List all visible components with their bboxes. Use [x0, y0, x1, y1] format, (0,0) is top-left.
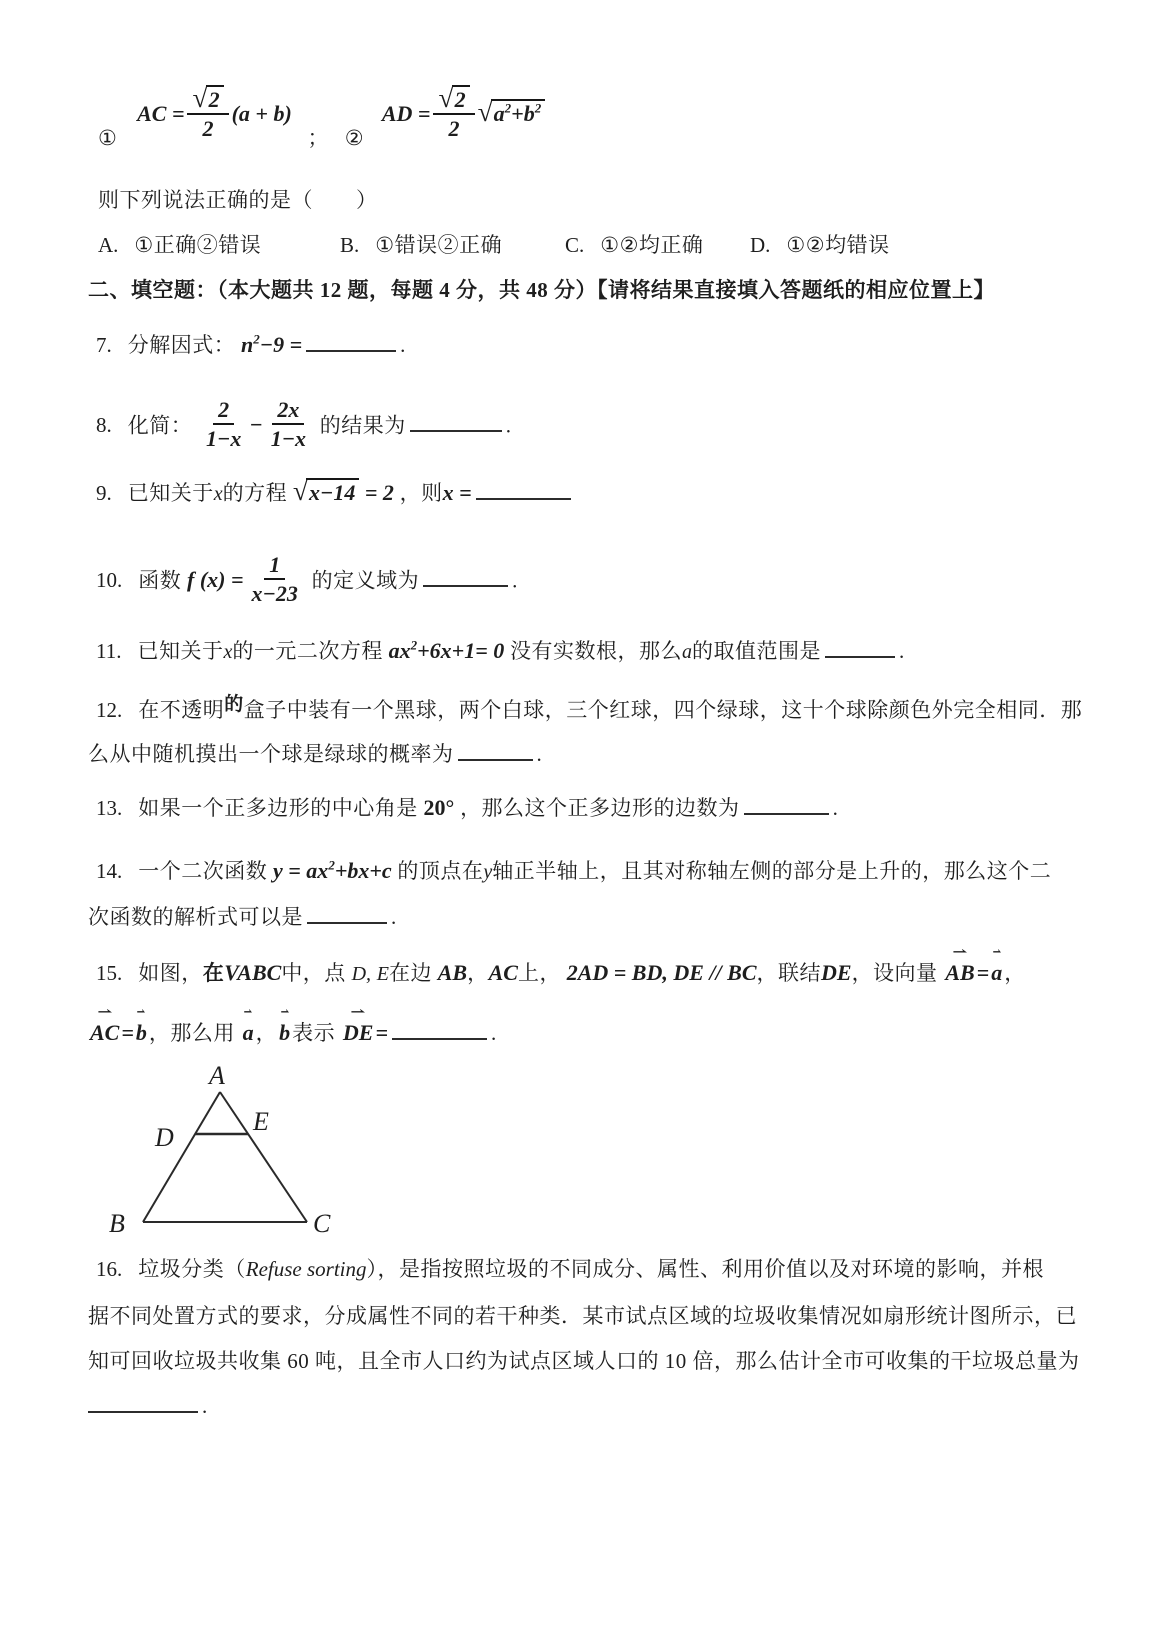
q6-option-a	[98, 231, 261, 259]
q15-vector-de: ⇀ DE	[342, 1004, 374, 1045]
q9-text-2: 的方程	[222, 481, 288, 505]
vector-arrow-icon: ⇀	[97, 1004, 113, 1019]
q15-comma-1: ，	[467, 961, 489, 985]
q6-formula-2: AD = √ 2 2 √ $a^2+b^2$	[382, 101, 545, 126]
q15-relation: 2AD = BD, DE // BC	[566, 960, 757, 985]
q15-comma-3: ，	[255, 1021, 278, 1045]
vector-arrow-icon: ⇀	[992, 944, 1002, 959]
q6-stem: 则下列说法正确的是（ ）	[98, 188, 378, 212]
q15-vector-a: ⇀ a	[991, 944, 1003, 985]
q7-answer-blank	[306, 331, 396, 352]
q12-text-1: 在不透明	[138, 698, 225, 722]
q15-vector-a-2: ⇀ a	[242, 1004, 254, 1045]
q9-number: 9.	[96, 481, 112, 505]
question-11	[96, 636, 905, 666]
q16-english-term: Refuse sorting	[245, 1257, 367, 1281]
question-16-line-2: 据不同处置方式的要求，分成属性不同的若干种类．某市试点区域的垃圾收集情况如扇形统计图所示，已	[88, 1304, 1077, 1328]
triangle-side-ab	[143, 1092, 220, 1222]
q6-semicolon: ；	[307, 126, 330, 151]
q11-period: .	[898, 639, 905, 663]
vector-arrow-icon: ⇀	[952, 944, 968, 959]
q9-answer-blank	[476, 479, 571, 500]
q8-fraction-2: $\frac{2x}{1-x}$	[270, 397, 307, 452]
q10-answer-blank	[423, 566, 508, 587]
q9-math: √ x−14 = 2	[292, 475, 394, 506]
q6-option-a-label: A.	[98, 233, 119, 257]
q15-text-4: 上，	[517, 961, 561, 985]
vector-arrow-icon: ⇀	[280, 1004, 290, 1019]
q10-number: 10.	[96, 568, 123, 593]
q8-fraction-1: $\frac{2}{1-x}$	[206, 397, 242, 452]
q13-answer-blank	[744, 794, 829, 815]
q13-period: .	[832, 796, 839, 820]
q15-in-char: 在	[202, 961, 225, 985]
q14-number: 14.	[96, 859, 123, 883]
q6-formulas-row	[98, 82, 545, 151]
q7-prefix: 分解因式：	[127, 333, 236, 357]
vector-arrow-icon: ⇀	[243, 1004, 253, 1019]
q11-text-3: 没有实数根，那么	[509, 639, 682, 663]
q13-angle-value: 20°	[423, 795, 455, 820]
q10-prefix: 函数	[138, 568, 182, 593]
q6-option-c	[565, 231, 703, 259]
q16-period: .	[202, 1394, 208, 1418]
q8-suffix: 的结果为	[319, 413, 406, 438]
q10-math: f (x) = $\frac{1}{x-23}$	[187, 567, 306, 592]
q13-text-2: ，那么这个正多边形的边数为	[460, 796, 740, 820]
q15-text-8: 表示	[292, 1021, 336, 1045]
question-14-line-1	[96, 856, 1051, 886]
q15-point-d: D,	[351, 963, 372, 985]
question-12-line-2	[88, 740, 542, 768]
q16-text-2: ），是指按照垃圾的不同成分、属性、利用价值以及对环境的影响，并根	[366, 1257, 1044, 1281]
vertex-label-a: A	[209, 1061, 225, 1090]
q15-point-e: E	[376, 963, 389, 985]
q10-fraction: $\frac{1}{x-23}$	[251, 552, 298, 607]
question-9	[96, 475, 575, 508]
q15-number: 15.	[96, 961, 123, 985]
q14-period: .	[391, 905, 397, 929]
q6-option-b-label: B.	[340, 233, 360, 257]
q15-text-3: 在边	[388, 961, 432, 985]
q6-option-b	[340, 231, 502, 259]
vertex-label-c: C	[313, 1209, 331, 1238]
q8-prefix: 化简：	[127, 413, 193, 438]
q6-item2-circled-number: ②	[344, 126, 365, 151]
q10-suffix: 的定义域为	[311, 568, 420, 593]
q14-text-2: 的顶点在	[397, 859, 484, 883]
q10-period: .	[512, 568, 518, 593]
question-15-line-2	[88, 1004, 497, 1048]
q7-number: 7.	[96, 333, 112, 357]
q12-text-3: 么从中随机摸出一个球是绿球的概率为	[88, 742, 454, 766]
q15-vector-ab: ⇀ AB	[945, 944, 975, 985]
q14-text-3: 轴正半轴上，且其对称轴左侧的部分是上升的，那么这个二	[492, 859, 1052, 883]
q14-var-y: y	[483, 861, 493, 883]
q16-text-1: 垃圾分类（	[138, 1257, 246, 1281]
question-7	[96, 330, 406, 360]
question-8	[96, 397, 512, 455]
q16-number: 16.	[96, 1257, 123, 1281]
q16-answer-blank	[88, 1392, 198, 1413]
q13-number: 13.	[96, 796, 123, 820]
q6-option-c-text: ①②均正确	[600, 233, 704, 257]
q15-seg-ab: AB	[437, 960, 468, 985]
q11-var-x: x	[223, 641, 233, 663]
q6-item1-circled-number: ①	[98, 126, 118, 151]
q9-text-3: ，则	[399, 481, 443, 505]
vector-arrow-icon: ⇀	[350, 1004, 366, 1019]
question-16-line-4	[88, 1392, 208, 1420]
q12-number: 12.	[96, 698, 123, 722]
q11-number: 11.	[96, 639, 122, 663]
q13-text-1: 如果一个正多边形的中心角是	[138, 796, 418, 820]
q6-f2-radical: √ $a^2+b^2$	[478, 99, 546, 126]
q15-text-6: ，设向量	[851, 961, 938, 985]
q11-text-4: 的取值范围是	[691, 639, 821, 663]
q15-text-1: 如图，	[138, 961, 203, 985]
q15-vector-b: ⇀ b	[135, 1004, 147, 1045]
question-15-line-1	[96, 944, 1026, 988]
q14-text-1: 一个二次函数	[138, 859, 268, 883]
q11-text-2: 的一元二次方程	[232, 639, 383, 663]
q11-answer-blank	[825, 637, 895, 658]
q15-text-7: ，那么用	[148, 1021, 235, 1045]
q6-option-d	[750, 231, 890, 259]
q15-period: .	[491, 1021, 497, 1045]
q15-eq-3: =	[375, 1020, 389, 1045]
q11-text-1: 已知关于	[137, 639, 224, 663]
q15-seg-de: DE	[821, 960, 852, 985]
question-13	[96, 793, 838, 823]
q15-vector-b-2: ⇀ b	[279, 1004, 291, 1045]
q7-math: $n^2-9$ =	[241, 331, 303, 357]
section-2-header: 二、填空题：（本大题共 12 题，每题 4 分，共 48 分）【请将结果直接填入答题纸的相应位置上】	[88, 278, 995, 302]
q15-vector-ac: ⇀ AC	[90, 1004, 120, 1045]
question-14-line-2	[88, 903, 397, 931]
q8-math: $\frac{2}{1-x}$ − $\frac{2x}{1-x}$	[198, 412, 314, 437]
q11-math: $ax^2+6x+1= 0$	[388, 637, 505, 663]
q9-radical: √ x−14	[293, 478, 359, 505]
vertex-label-b: B	[109, 1209, 125, 1238]
q15-text-5: ，联结	[756, 961, 821, 985]
q14-text-4: 次函数的解析式可以是	[88, 905, 303, 929]
q6-f1-fraction: √ 2 2	[187, 85, 228, 142]
q11-var-a: a	[681, 641, 692, 663]
q6-f2-sqrt2: √ 2	[438, 85, 469, 112]
q6-f2-fraction: √ 2 2	[433, 85, 474, 142]
q12-answer-blank	[458, 740, 533, 761]
question-16-line-1	[96, 1255, 1044, 1283]
triangle-figure	[95, 1052, 355, 1247]
q8-answer-blank	[410, 411, 502, 432]
q15-answer-blank	[392, 1019, 487, 1040]
q6-option-d-text: ①②均错误	[786, 233, 890, 257]
q15-triangle-name: VABC	[224, 960, 282, 985]
q15-text-2: 中，点	[281, 961, 346, 985]
q15-eq-2: =	[121, 1020, 134, 1045]
q14-math: $y = ax^2+bx+c$	[273, 857, 392, 883]
q15-seg-ac: AC	[488, 960, 518, 985]
q12-period: .	[536, 742, 543, 766]
q8-period: .	[505, 413, 512, 438]
q9-text-1: 已知关于	[127, 481, 214, 505]
q15-eq-1: =	[976, 960, 990, 985]
q6-f1-sqrt2: √ 2	[192, 85, 223, 112]
question-16-line-3: 知可回收垃圾共收集 60 吨，且全市人口约为试点区域人口的 10 倍，那么估计全市可收集的干垃圾总量为	[88, 1349, 1080, 1373]
vertex-label-e: E	[253, 1107, 269, 1136]
q8-number: 8.	[96, 413, 112, 438]
question-10	[96, 552, 518, 610]
vector-arrow-icon: ⇀	[137, 1004, 146, 1019]
vertex-label-d: D	[155, 1123, 174, 1152]
q6-formula-1: AC = √ 2 2 (a + b)	[137, 82, 292, 142]
question-12-line-1	[96, 696, 1082, 725]
q6-option-a-text: ①正确②错误	[134, 233, 262, 257]
q6-option-b-text: ①错误②正确	[375, 233, 503, 257]
q9-tail-math: x =	[442, 480, 472, 505]
q12-raised-char: 的	[224, 694, 244, 715]
q14-answer-blank	[307, 903, 387, 924]
q9-var-x: x	[213, 483, 223, 505]
q12-text-2: 盒子中装有一个黑球，两个白球，三个红球，四个绿球，这十个球除颜色外完全相同．那	[243, 698, 1083, 722]
q7-period: .	[400, 333, 406, 357]
q15-comma-2: ，	[1004, 961, 1026, 985]
q6-option-d-label: D.	[750, 233, 771, 257]
q6-option-c-label: C.	[565, 233, 585, 257]
